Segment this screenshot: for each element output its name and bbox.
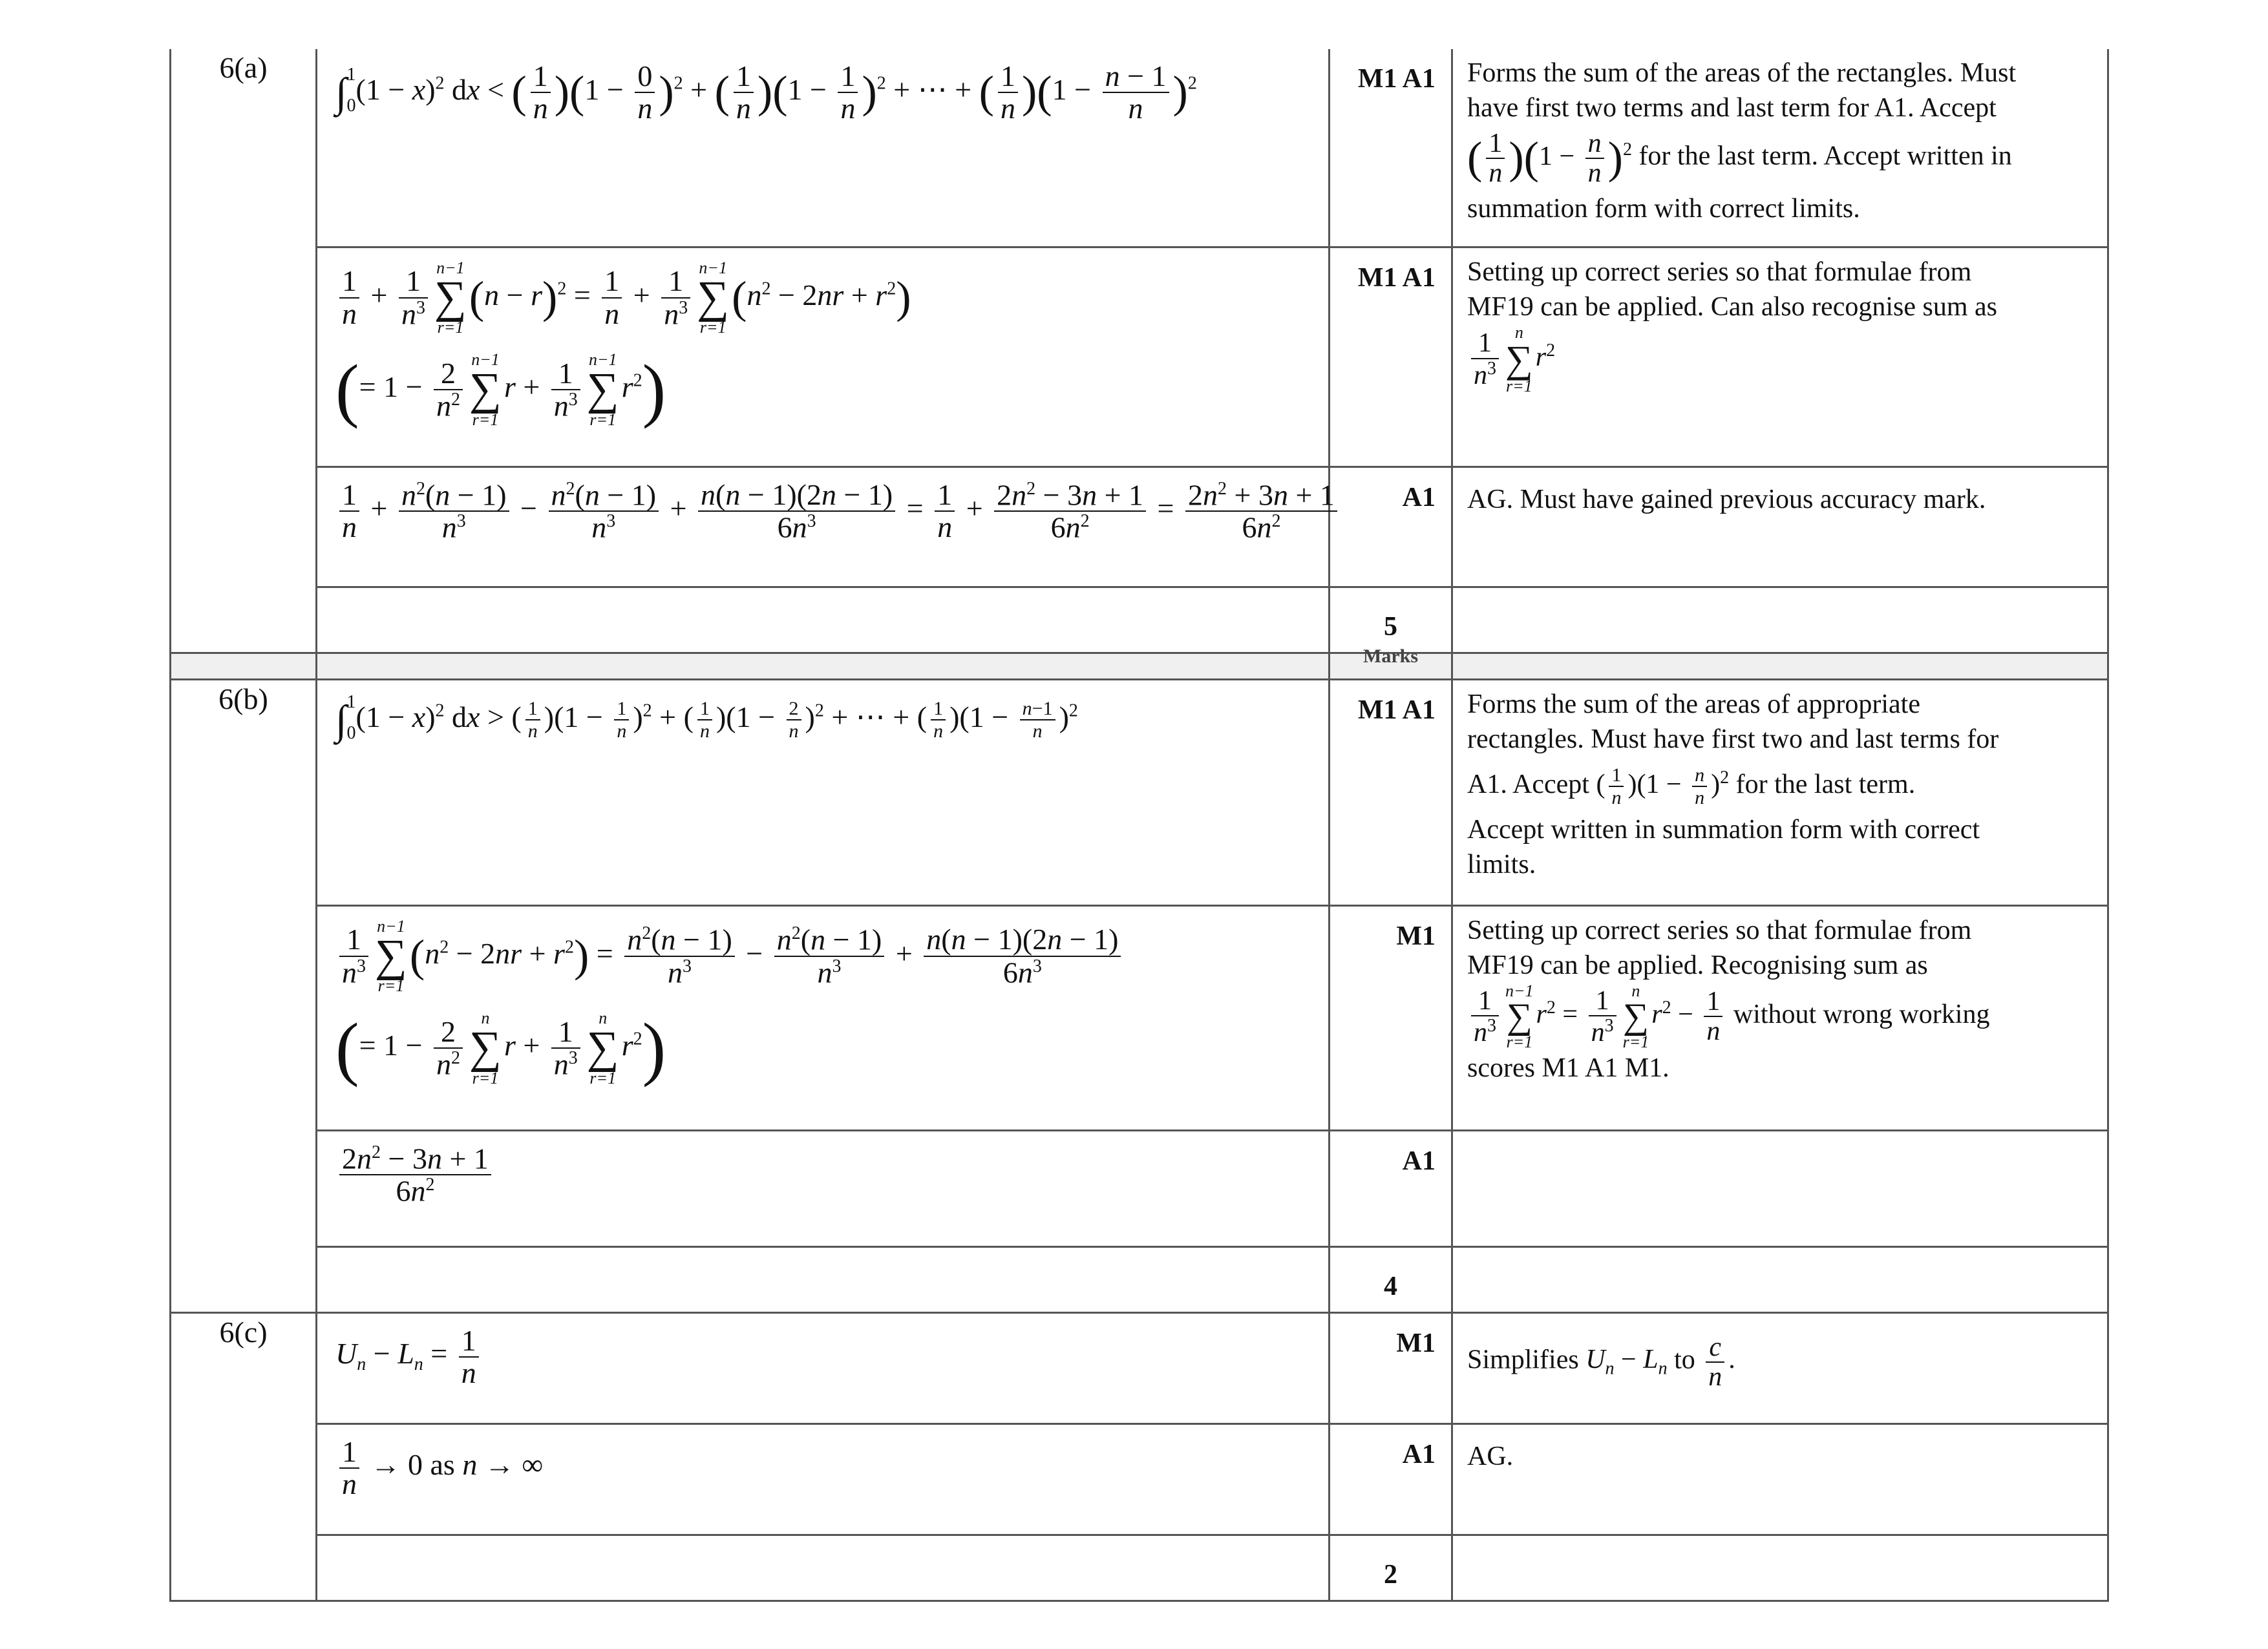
working-cell xyxy=(317,679,1330,905)
overlapping-header: Marks xyxy=(1363,645,1418,667)
as-word: as xyxy=(430,1448,455,1482)
guidance-line: ( $\frac{1}{n}$ )(1 − $\frac{n}{n}$ )$^2$ for the last term. Accept written in xyxy=(1467,129,2012,189)
guidance-text: Setting up correct series so that formulae from xyxy=(1467,915,1972,945)
working-cell xyxy=(317,247,1330,467)
row-6b-2 xyxy=(171,905,2108,1130)
guidance-text: have first two terms and last term for A1. Accept xyxy=(1467,93,1997,123)
working-cell xyxy=(317,49,1330,247)
row-6a-3 xyxy=(171,467,2108,587)
marks-cell: A1 xyxy=(1330,1130,1452,1246)
row-6a-2 xyxy=(171,247,2108,467)
working-cell xyxy=(317,467,1335,587)
guidance-text: A1. Accept xyxy=(1467,769,1589,799)
math-expression: $\frac{1}{n^3}$ n−1 ∑ r=1 $(n^2 - 2nr + r^2)$ = $\frac{n^2(n - 1)}{n^3}$ − $\frac{n^2(n - 1)}{n^3}$ + $\frac{n(n - 1)(2n - 1)}{6n^3}$ xyxy=(335,918,1328,995)
math-expression: $U_n - L_n$ = $\frac{1}{n}$ xyxy=(335,1337,483,1370)
guidance-text: rectangles. Must have first two and last terms for xyxy=(1467,724,1999,754)
question-number: 6(b) xyxy=(218,682,268,715)
guidance-text: for the last term. Accept written in xyxy=(1638,141,2012,171)
marks-cell: A1 xyxy=(1330,1423,1452,1535)
working-cell-empty xyxy=(317,587,1330,653)
question-cell-6b xyxy=(171,679,317,1312)
header-strip xyxy=(171,653,2108,679)
working-cell xyxy=(317,905,1330,1130)
guidance-text: scores M1 A1 M1. xyxy=(1467,1053,1669,1083)
guidance-text: summation form with correct limits. xyxy=(1467,194,1860,224)
guidance-text: Forms the sum of the areas of the rectangles. Must xyxy=(1467,58,2017,88)
marks-cell: M1 A1 xyxy=(1330,49,1452,247)
math-expression: (= 1 − $\frac{2}{n^2}$ n−1 ∑ r=1 r + $\frac{1}{n^3}$ n−1 ∑ r=1 $r^2$) xyxy=(335,350,666,429)
marks-cell: A1 xyxy=(1330,467,1452,587)
guidance-cell xyxy=(1452,905,2108,1130)
math-expression: (= 1 − $\frac{2}{n^2}$ n ∑ r=1 r + $\frac{1}{n^3}$ n ∑ r=1 $r^2$) xyxy=(335,1009,666,1087)
total-marks: 4 xyxy=(1330,1246,1452,1312)
guidance-cell xyxy=(1452,247,2108,467)
math-expression: $\int_0^1(1 - x)^2$ dx > ( $\frac{1}{n}$ )(1 − $\frac{1}{n}$ )$^2$ + ( $\frac{1}{n}$ )(1 − $\frac{2}{n}$ )$^2$ + ⋯ + ( $\frac{1}{n}$ )(1 − $\frac{n-1}{n}$ )$^2$ xyxy=(335,691,1078,743)
guidance-text: Accept written in summation form with correct xyxy=(1467,814,1980,845)
math-expression: $\int_0^1(1 - x)^2$ dx < ( $\frac{1}{n}$ )(1 − $\frac{0}{n}$ )$^2$ + ( $\frac{1}{n}$ )(1 − $\frac{1}{n}$ )$^2$ + ⋯ + ( $\frac{1}{n}$ )(1 − $\frac{n - 1}{n}$ )$^2$ xyxy=(335,59,1197,125)
working-cell xyxy=(317,1312,1330,1423)
row-6c-1 xyxy=(171,1312,2108,1423)
guidance-line: $\frac{1}{n^3}$ n−1 ∑ r=1 $r^2$ = $\frac{1}{n^3}$ n ∑ r=1 $r^2$ − $\frac{1}{n}$ without wrong working xyxy=(1467,983,2094,1051)
question-cell-6c xyxy=(171,1312,317,1601)
row-6a-total xyxy=(171,587,2108,653)
total-marks: 5 xyxy=(1330,587,1452,653)
guidance-cell-empty xyxy=(1452,1130,2108,1246)
question-cell-6a xyxy=(171,49,317,653)
guidance-cell xyxy=(1452,679,2108,905)
guidance-cell: AG. Must have gained previous accuracy mark. xyxy=(1452,467,2108,587)
marks-cell: M1 xyxy=(1330,905,1452,1130)
guidance-text: MF19 can be applied. Can also recognise sum as xyxy=(1467,291,1997,322)
marks-cell: M1 A1 xyxy=(1330,679,1452,905)
guidance-cell: Simplifies $U_n - L_n$ to $\frac{c}{n}$ . xyxy=(1452,1312,2108,1423)
mark-scheme-table xyxy=(169,49,2109,1602)
math-expression: $\frac{2n^2 - 3n + 1}{6n^2}$ xyxy=(335,1155,495,1188)
row-6c-total xyxy=(171,1535,2108,1601)
guidance-text: Forms the sum of the areas of appropriate xyxy=(1467,689,1920,719)
row-6b-3 xyxy=(171,1130,2108,1246)
guidance-text: for the last term. xyxy=(1735,769,1916,799)
guidance-text: Setting up correct series so that formulae from xyxy=(1467,257,1972,287)
guidance-line: A1. Accept ( $\frac{1}{n}$ )(1 − $\frac{n}{n}$ )$^2$ for the last term. xyxy=(1467,764,1916,808)
guidance-text: limits. xyxy=(1467,849,1536,879)
question-number: 6(c) xyxy=(219,1315,268,1349)
working-cell xyxy=(317,1423,1330,1535)
row-6c-2 xyxy=(171,1423,2108,1535)
row-6a-1 xyxy=(171,49,2108,247)
row-6b-1 xyxy=(171,679,2108,905)
guidance-text: without wrong working xyxy=(1733,999,1990,1029)
marks-cell: M1 A1 xyxy=(1330,247,1452,467)
guidance-text: to xyxy=(1674,1345,1695,1375)
question-number: 6(a) xyxy=(219,51,268,84)
guidance-text: MF19 can be applied. Recognising sum as xyxy=(1467,950,1928,980)
guidance-math: $\frac{1}{n^3}$ n ∑ r=1 $r^2$ xyxy=(1467,324,2094,395)
math-expression: $\frac{1}{n}$ → 0 as n → ∞ xyxy=(335,1448,543,1481)
guidance-cell-empty xyxy=(1452,1246,2108,1312)
working-cell xyxy=(317,1130,1330,1246)
guidance-cell xyxy=(1452,49,2108,247)
guidance-cell-empty xyxy=(1452,587,2108,653)
row-6b-total xyxy=(171,1246,2108,1312)
guidance-cell: AG. xyxy=(1452,1423,2108,1535)
working-cell-empty xyxy=(317,1246,1330,1312)
total-marks: 2 xyxy=(1330,1535,1452,1601)
math-expression: $\frac{1}{n}$ + $\frac{1}{n^3}$ n−1 ∑ r=1 $(n - r)^2$ = $\frac{1}{n}$ + $\frac{1}{n^3}$ n−1 ∑ r=1 $(n^2 - 2nr + r^2)$ xyxy=(335,260,1328,337)
math-expression: $\frac{1}{n}$ + $\frac{n^2(n - 1)}{n^3}$ − $\frac{n^2(n - 1)}{n^3}$ + $\frac{n(n - 1)(2n - 1)}{6n^3}$ = $\frac{1}{n}$ + $\frac{2n^2 - 3n + 1}{6n^2}$ = $\frac{2n^2 + 3n + 1}{6n^2}$ xyxy=(335,492,1341,525)
working-cell-empty xyxy=(317,1535,1330,1601)
guidance-text: Simplifies xyxy=(1467,1345,1579,1375)
guidance-cell-empty xyxy=(1452,1535,2108,1601)
marks-cell: M1 xyxy=(1330,1312,1452,1423)
